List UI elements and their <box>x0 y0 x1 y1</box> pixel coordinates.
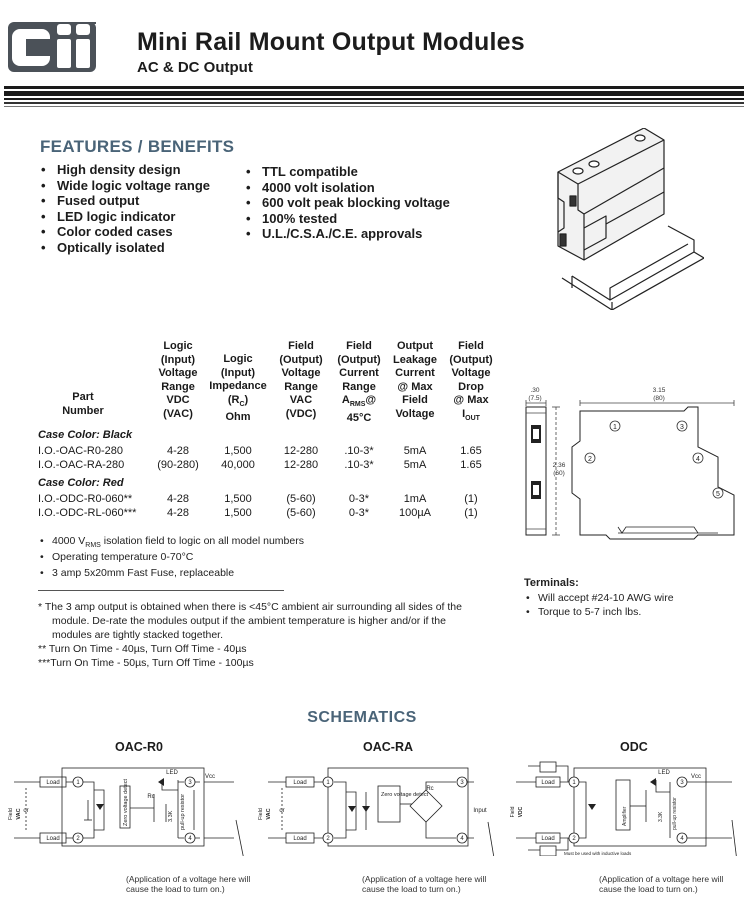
svg-text:3.3K: 3.3K <box>658 811 664 822</box>
note-fuse: • 3 amp 5x20mm Fast Fuse, replaceable <box>38 565 304 581</box>
svg-text:Vcc: Vcc <box>204 774 216 780</box>
note-temperature: • Operating temperature 0-70°C <box>38 549 304 565</box>
col-header-field-voltage: Field (Output) Voltage Range VAC (VDC) <box>279 340 323 420</box>
schematic-callout: (Application of a voltage here will cause the load to turn on.) <box>599 874 724 894</box>
svg-text:LED: LED <box>166 770 178 776</box>
svg-text:3: 3 <box>680 780 684 786</box>
svg-text:Load: Load <box>46 836 60 842</box>
schematic-odc <box>506 760 742 856</box>
svg-text:Zero voltage detect: Zero voltage detect <box>123 778 129 826</box>
svg-text:Field: Field <box>8 808 14 820</box>
svg-text:VAC: VAC <box>16 808 22 820</box>
svg-text:pull-up resistor: pull-up resistor <box>672 797 678 830</box>
svg-text:LED: LED <box>658 770 670 776</box>
svg-text:Input: Input <box>473 808 487 814</box>
svg-text:5: 5 <box>716 491 720 498</box>
footnote-3: ***Turn On Time - 50µs, Turn Off Time - 100µs <box>38 657 254 669</box>
col-header-voltage-drop: Field (Output) Voltage Drop @ Max $I_{OUT}$ <box>449 340 493 422</box>
footnote-2: ** Turn On Time - 40µs, Turn Off Time - 40µs <box>38 643 247 655</box>
svg-text:4: 4 <box>680 836 684 842</box>
svg-text:4: 4 <box>188 836 192 842</box>
svg-text:1: 1 <box>76 780 80 786</box>
schematic-title-oac-r0: OAC-R0 <box>115 740 163 754</box>
svg-text:Rc: Rc <box>426 786 434 792</box>
svg-text:Amplifier: Amplifier <box>622 806 628 826</box>
feature-item: • U.L./C.S.A./C.E. approvals <box>245 226 450 242</box>
schematic-callout: (Application of a voltage here will cause the load to turn on.) <box>362 874 487 894</box>
table-row: I.O.-ODC-RL-060*** 4-28 1,500 (5-60) 0-3* 100µA (1) <box>38 507 478 519</box>
feature-item: • Color coded cases <box>40 224 210 240</box>
schematic-oac-r0 <box>4 760 244 856</box>
svg-text:pull-up resistor: pull-up resistor <box>180 793 186 830</box>
page-title: Mini Rail Mount Output Modules <box>137 28 525 56</box>
svg-text:or: or <box>23 808 29 814</box>
table-group-label: Case Color: Red <box>38 477 124 489</box>
table-row: I.O.-ODC-R0-060** 4-28 1,500 (5-60) 0-3* 1mA (1) <box>38 493 478 505</box>
features-heading: FEATURES / BENEFITS <box>40 137 235 156</box>
col-header-logic-impedance: Logic (Input) Impedance $(R_C)$ Ohm <box>209 353 267 424</box>
terminals-info <box>524 577 674 619</box>
svg-text:VDC: VDC <box>518 806 524 818</box>
svg-text:3: 3 <box>188 780 192 786</box>
svg-text:(7.5): (7.5) <box>528 395 542 402</box>
svg-text:Load: Load <box>46 780 60 786</box>
svg-text:.30: .30 <box>530 387 540 394</box>
schematic-callout: (Application of a voltage here will cause the load to turn on.) <box>126 874 251 894</box>
cii-logo <box>8 22 96 72</box>
svg-text:4: 4 <box>696 456 700 463</box>
terminal-note: • Will accept #24-10 AWG wire <box>524 591 674 605</box>
svg-text:Load: Load <box>541 836 555 842</box>
schematics-heading: SCHEMATICS <box>307 709 417 726</box>
svg-text:3: 3 <box>460 780 464 786</box>
feature-item: • Fused output <box>40 193 210 209</box>
feature-item: • Wide logic voltage range <box>40 178 210 194</box>
svg-text:Rc: Rc <box>147 794 155 800</box>
header-rule <box>4 86 744 110</box>
svg-text:Load: Load <box>293 780 307 786</box>
svg-text:3: 3 <box>680 424 684 431</box>
svg-text:2: 2 <box>326 836 330 842</box>
schematic-oac-ra <box>252 760 498 856</box>
terminals-title: Terminals: <box>524 577 579 589</box>
svg-text:Load: Load <box>293 836 307 842</box>
feature-item: • 600 volt peak blocking voltage <box>245 195 450 211</box>
svg-text:(60): (60) <box>553 470 565 477</box>
svg-text:(80): (80) <box>653 395 665 402</box>
feature-item: • High density design <box>40 162 210 178</box>
svg-text:2.36: 2.36 <box>552 462 566 469</box>
svg-text:3.3K: 3.3K <box>168 810 174 822</box>
svg-text:Field: Field <box>510 806 516 818</box>
svg-text:1: 1 <box>572 780 576 786</box>
svg-text:or: or <box>279 808 285 814</box>
feature-item: • TTL compatible <box>245 164 450 180</box>
footnotes <box>38 600 478 670</box>
svg-text:Field: Field <box>258 808 264 820</box>
feature-item: • Optically isolated <box>40 240 210 256</box>
col-header-field-current: Field (Output) Current Range $A_{RMS}@$ 45°C <box>337 340 381 424</box>
terminal-note: • Torque to 5-7 inch lbs. <box>524 605 674 619</box>
feature-item: • 100% tested <box>245 211 450 227</box>
svg-text:2: 2 <box>588 456 592 463</box>
col-header-logic-voltage: Logic (Input) Voltage Range VDC (VAC) <box>158 340 198 420</box>
features-list-right <box>245 164 450 242</box>
divider <box>38 590 284 591</box>
feature-item: • LED logic indicator <box>40 209 210 225</box>
svg-text:VAC: VAC <box>266 808 272 820</box>
feature-item: • 4000 volt isolation <box>245 180 450 196</box>
note-isolation: • 4000 $V_{RMS}$ isolation field to logic on all model numbers <box>38 533 304 549</box>
schematic-title-oac-ra: OAC-RA <box>363 740 413 754</box>
svg-text:1: 1 <box>326 780 330 786</box>
schematic-title-odc: ODC <box>620 740 648 754</box>
table-row: I.O.-OAC-RA-280 (90-280) 40,000 12-280 .10-3* 5mA 1.65 <box>38 459 482 471</box>
features-list-left <box>40 162 210 256</box>
col-header-part: Part Number <box>62 391 104 417</box>
table-row: I.O.-OAC-R0-280 4-28 1,500 12-280 .10-3* 5mA 1.65 <box>38 445 482 457</box>
module-illustration <box>548 128 704 310</box>
svg-text:1: 1 <box>613 424 617 431</box>
dimension-drawing <box>518 383 738 545</box>
svg-text:Vcc: Vcc <box>690 774 702 780</box>
svg-text:Zero voltage detect: Zero voltage detect <box>381 792 429 798</box>
table-group-label: Case Color: Black <box>38 429 133 441</box>
page-subtitle: AC & DC Output <box>137 59 253 76</box>
svg-text:2: 2 <box>76 836 80 842</box>
notes-list <box>38 533 304 581</box>
footnote-1: * The 3 amp output is obtained when there is <45°C ambient air surrounding all sides of the module. De-rate the modules output if the ambient temperature is higher and/or if the modules are tightly stacked together. <box>38 601 462 641</box>
svg-text:3.15: 3.15 <box>652 387 666 394</box>
svg-text:4: 4 <box>460 836 464 842</box>
svg-text:2: 2 <box>572 836 576 842</box>
col-header-leakage: Output Leakage Current @ Max Field Voltage <box>392 340 438 420</box>
svg-text:Must be used with inductive lo: Must be used with inductive loads <box>564 851 632 856</box>
svg-text:Load: Load <box>541 780 555 786</box>
